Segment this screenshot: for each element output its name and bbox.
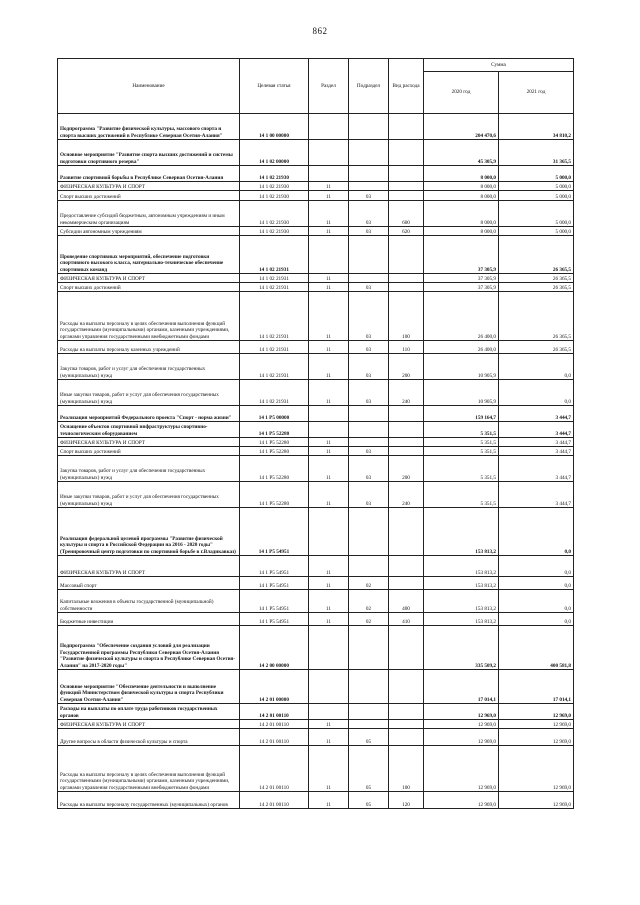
row-2021-amount-cell: 12 969,0: [499, 792, 574, 809]
row-name-cell: Расходы на выплаты персоналу в целях обеспечения выполнения функций государственными (муниципальными) органами, казенными учреждениями, органами управления государственными внебюджетными фондами: [58, 292, 240, 341]
row-subsection-cell: [349, 140, 389, 166]
table-row: [58, 236, 574, 274]
row-expense-type-cell: 200: [389, 354, 424, 380]
row-subsection-cell: 05: [349, 746, 389, 792]
row-subsection-cell: 05: [349, 792, 389, 809]
table-row: [58, 354, 574, 380]
row-2021-amount-cell: 5 000,0: [499, 201, 574, 227]
row-name-cell: Другие вопросы в области физической культуры и спорта: [58, 729, 240, 746]
row-code-cell: 14 2 01 00110: [240, 746, 309, 792]
row-code-cell: 14 1 02 21931: [240, 274, 309, 283]
row-expense-type-cell: [389, 577, 424, 590]
row-code-cell: 14 1 02 00000: [240, 140, 309, 166]
row-section-cell: [309, 626, 349, 670]
row-section-cell: 11: [309, 354, 349, 380]
row-section-cell: 11: [309, 729, 349, 746]
row-2021-amount-cell: 0,0: [499, 556, 574, 577]
row-section-cell: 11: [309, 720, 349, 729]
row-name-cell: Предоставление субсидий бюджетным, автономным учреждениям и иным некоммерческим организациям: [58, 201, 240, 227]
row-name-cell: ФИЗИЧЕСКАЯ КУЛЬТУРА И СПОРТ: [58, 182, 240, 191]
row-subsection-cell: [349, 438, 389, 447]
table-row: [58, 341, 574, 354]
row-name-cell: Иные закупки товаров, работ и услуг для обеспечения государственных (муниципальных) нужд: [58, 380, 240, 406]
row-section-cell: [309, 140, 349, 166]
row-subsection-cell: 03: [349, 354, 389, 380]
row-name-cell: Реализация федеральной целевой программы "Развитие физической культуры и спорта в Российской Федерации на 2016 - 2020 годы" (Тренировочный центр подготовки по спортивной борьбе в г.Владикавказ): [58, 508, 240, 556]
row-code-cell: 14 2 01 00110: [240, 704, 309, 720]
row-2020-amount-cell: 8 000,0: [424, 191, 499, 201]
row-code-cell: 14 1 02 21930: [240, 191, 309, 201]
row-section-cell: 11: [309, 556, 349, 577]
row-name-cell: Расходы на выплаты персоналу государственных (муниципальных) органов: [58, 792, 240, 809]
row-expense-type-cell: 200: [389, 456, 424, 482]
row-expense-type-cell: [389, 556, 424, 577]
row-2021-amount-cell: 26 365,5: [499, 274, 574, 283]
row-2020-amount-cell: 5 351,5: [424, 447, 499, 456]
row-subsection-cell: [349, 704, 389, 720]
row-name-cell: Капитальные вложения в объекты государственной (муниципальной) собственности: [58, 590, 240, 613]
row-code-cell: 14 1 P5 54951: [240, 613, 309, 626]
row-subsection-cell: [349, 274, 389, 283]
row-section-cell: [309, 166, 349, 182]
row-2021-amount-cell: 12 969,0: [499, 746, 574, 792]
row-code-cell: 14 1 P5 54951: [240, 577, 309, 590]
row-subsection-cell: 03: [349, 292, 389, 341]
row-2021-amount-cell: 26 365,5: [499, 236, 574, 274]
row-expense-type-cell: 120: [389, 792, 424, 809]
table-row: [58, 456, 574, 482]
row-name-cell: Спорт высших достижений: [58, 283, 240, 292]
row-2021-amount-cell: 12 969,0: [499, 729, 574, 746]
row-2021-amount-cell: 3 444,7: [499, 422, 574, 438]
row-name-cell: Подпрограмма "Обеспечение создания условий для реализации Государственной программы Республики Северная Осетия-Алания "Развитие физической культуры и спорта в Республике Северная Осетия-Алания" на 2017-2020 годы": [58, 626, 240, 670]
row-subsection-cell: 02: [349, 590, 389, 613]
row-2021-amount-cell: 0,0: [499, 577, 574, 590]
row-subsection-cell: 02: [349, 613, 389, 626]
row-2020-amount-cell: 5 351,5: [424, 438, 499, 447]
row-code-cell: 14 2 01 00110: [240, 792, 309, 809]
row-name-cell: Развитие спортивной борьбы в Республике Северная Осетия-Алания: [58, 166, 240, 182]
row-2020-amount-cell: 8 000,0: [424, 201, 499, 227]
row-2021-amount-cell: 26 365,5: [499, 292, 574, 341]
row-subsection-cell: [349, 406, 389, 422]
table-row: [58, 556, 574, 577]
row-section-cell: [309, 406, 349, 422]
table-row: [58, 182, 574, 191]
row-name-cell: ФИЗИЧЕСКАЯ КУЛЬТУРА И СПОРТ: [58, 720, 240, 729]
row-section-cell: 11: [309, 380, 349, 406]
row-expense-type-cell: [389, 283, 424, 292]
row-section-cell: [309, 508, 349, 556]
row-expense-type-cell: 410: [389, 613, 424, 626]
header-section: Раздел: [309, 59, 349, 114]
row-name-cell: Закупка товаров, работ и услуг для обеспечения государственных (муниципальных) нужд: [58, 354, 240, 380]
row-name-cell: ФИЗИЧЕСКАЯ КУЛЬТУРА И СПОРТ: [58, 438, 240, 447]
table-row: [58, 201, 574, 227]
table-row: [58, 114, 574, 140]
row-2020-amount-cell: 335 509,2: [424, 626, 499, 670]
row-code-cell: 14 1 P5 00000: [240, 406, 309, 422]
table-row: [58, 447, 574, 456]
row-2020-amount-cell: 8 000,0: [424, 166, 499, 182]
table-row: [58, 438, 574, 447]
row-subsection-cell: 05: [349, 729, 389, 746]
header-year-2021: 2021 год: [499, 72, 574, 114]
table-row: [58, 406, 574, 422]
row-subsection-cell: 03: [349, 201, 389, 227]
row-expense-type-cell: [389, 670, 424, 704]
row-expense-type-cell: 240: [389, 482, 424, 508]
row-section-cell: [309, 114, 349, 140]
row-section-cell: 11: [309, 456, 349, 482]
row-code-cell: 14 1 02 21930: [240, 201, 309, 227]
page-number: 862: [312, 26, 328, 36]
header-code: Целевая статья: [240, 59, 309, 114]
table-row: [58, 590, 574, 613]
table-row: [58, 704, 574, 720]
row-2021-amount-cell: 12 969,0: [499, 704, 574, 720]
row-section-cell: 11: [309, 283, 349, 292]
row-section-cell: 11: [309, 292, 349, 341]
row-section-cell: 11: [309, 746, 349, 792]
row-expense-type-cell: [389, 438, 424, 447]
row-expense-type-cell: [389, 729, 424, 746]
row-subsection-cell: [349, 166, 389, 182]
row-subsection-cell: 03: [349, 380, 389, 406]
table-body: [58, 114, 574, 809]
row-code-cell: 14 1 02 21931: [240, 341, 309, 354]
row-name-cell: Закупка товаров, работ и услуг для обеспечения государственных (муниципальных) нужд: [58, 456, 240, 482]
row-expense-type-cell: [389, 236, 424, 274]
row-2020-amount-cell: 5 351,5: [424, 456, 499, 482]
row-code-cell: 14 1 02 21931: [240, 283, 309, 292]
row-subsection-cell: [349, 182, 389, 191]
row-subsection-cell: 03: [349, 283, 389, 292]
row-2020-amount-cell: 204 470,6: [424, 114, 499, 140]
row-name-cell: Реализация мероприятий Федерального проекта "Спорт - норма жизни": [58, 406, 240, 422]
row-code-cell: 14 1 P5 52280: [240, 456, 309, 482]
table-row: [58, 140, 574, 166]
row-2021-amount-cell: 0,0: [499, 590, 574, 613]
row-section-cell: 11: [309, 590, 349, 613]
row-code-cell: 14 1 02 21930: [240, 166, 309, 182]
row-2021-amount-cell: 12 969,0: [499, 720, 574, 729]
row-expense-type-cell: 240: [389, 380, 424, 406]
header-expense-type: Вид расхода: [389, 59, 424, 114]
row-subsection-cell: [349, 720, 389, 729]
row-expense-type-cell: [389, 166, 424, 182]
row-code-cell: 14 1 P5 52280: [240, 447, 309, 456]
row-subsection-cell: [349, 556, 389, 577]
table-row: [58, 613, 574, 626]
row-2021-amount-cell: 0,0: [499, 380, 574, 406]
row-expense-type-cell: 600: [389, 201, 424, 227]
row-name-cell: Подпрограмма "Развитие физической культуры, массового спорта и спорта высших достижений в Республике Северная Осетия-Алания": [58, 114, 240, 140]
row-subsection-cell: 03: [349, 341, 389, 354]
row-2020-amount-cell: 153 813,2: [424, 556, 499, 577]
row-section-cell: 11: [309, 227, 349, 236]
row-subsection-cell: [349, 236, 389, 274]
table-row: [58, 292, 574, 341]
row-2021-amount-cell: 0,0: [499, 508, 574, 556]
row-2021-amount-cell: 17 014,1: [499, 670, 574, 704]
table-row: [58, 792, 574, 809]
row-section-cell: 11: [309, 577, 349, 590]
row-name-cell: Бюджетные инвестиции: [58, 613, 240, 626]
row-code-cell: 14 1 P5 54951: [240, 556, 309, 577]
row-expense-type-cell: [389, 274, 424, 283]
row-expense-type-cell: [389, 508, 424, 556]
row-2020-amount-cell: 5 351,5: [424, 482, 499, 508]
row-2021-amount-cell: 0,0: [499, 354, 574, 380]
row-expense-type-cell: 100: [389, 292, 424, 341]
table-row: [58, 166, 574, 182]
row-section-cell: 11: [309, 438, 349, 447]
row-2020-amount-cell: 8 000,0: [424, 227, 499, 236]
row-subsection-cell: [349, 422, 389, 438]
row-name-cell: Основное мероприятие "Обеспечение деятельности и выполнение функций Министерством физической культуры и спорта Республики Северная Осетия-Алания": [58, 670, 240, 704]
table-row: [58, 283, 574, 292]
row-2021-amount-cell: 5 000,0: [499, 191, 574, 201]
row-name-cell: Проведение спортивных мероприятий, обеспечение подготовки спортивного высокого класса, материально-техническое обеспечение спортивных команд: [58, 236, 240, 274]
row-2021-amount-cell: 26 365,5: [499, 283, 574, 292]
row-section-cell: 11: [309, 792, 349, 809]
row-2020-amount-cell: 12 969,0: [424, 720, 499, 729]
row-expense-type-cell: [389, 720, 424, 729]
table-row: [58, 422, 574, 438]
row-expense-type-cell: [389, 182, 424, 191]
table-row: [58, 626, 574, 670]
row-code-cell: 14 1 02 21931: [240, 354, 309, 380]
row-2020-amount-cell: 153 813,2: [424, 508, 499, 556]
row-section-cell: 11: [309, 191, 349, 201]
row-expense-type-cell: [389, 704, 424, 720]
row-section-cell: 11: [309, 613, 349, 626]
row-code-cell: 14 1 P5 54951: [240, 508, 309, 556]
row-name-cell: Расходы на выплаты по оплате труда работников государственных органов: [58, 704, 240, 720]
row-expense-type-cell: [389, 191, 424, 201]
row-2020-amount-cell: 12 969,0: [424, 729, 499, 746]
row-name-cell: ФИЗИЧЕСКАЯ КУЛЬТУРА И СПОРТ: [58, 556, 240, 577]
table-row: [58, 577, 574, 590]
row-name-cell: ФИЗИЧЕСКАЯ КУЛЬТУРА И СПОРТ: [58, 274, 240, 283]
row-expense-type-cell: 620: [389, 227, 424, 236]
row-2021-amount-cell: 31 365,5: [499, 140, 574, 166]
row-section-cell: 11: [309, 182, 349, 191]
row-2021-amount-cell: 26 365,5: [499, 341, 574, 354]
row-2020-amount-cell: 37 305,9: [424, 274, 499, 283]
row-code-cell: 14 1 P5 54951: [240, 590, 309, 613]
row-2021-amount-cell: 5 000,0: [499, 182, 574, 191]
row-expense-type-cell: 110: [389, 341, 424, 354]
header-name: Наименование: [58, 59, 240, 114]
header-sum: Сумма: [424, 59, 574, 72]
row-code-cell: 14 2 01 00000: [240, 670, 309, 704]
row-2020-amount-cell: 45 305,9: [424, 140, 499, 166]
row-2021-amount-cell: 3 444,7: [499, 438, 574, 447]
row-code-cell: 14 1 02 21930: [240, 182, 309, 191]
row-2020-amount-cell: 26 400,0: [424, 341, 499, 354]
row-name-cell: Оснащение объектов спортивной инфраструктуры спортивно-технологическим оборудованием: [58, 422, 240, 438]
row-subsection-cell: 03: [349, 456, 389, 482]
row-code-cell: 14 1 P5 52280: [240, 438, 309, 447]
table-row: [58, 274, 574, 283]
table-row: [58, 729, 574, 746]
row-code-cell: 14 2 01 00110: [240, 729, 309, 746]
row-subsection-cell: [349, 114, 389, 140]
row-2021-amount-cell: 3 444,7: [499, 456, 574, 482]
row-2020-amount-cell: 153 813,2: [424, 613, 499, 626]
row-code-cell: 14 1 02 21931: [240, 380, 309, 406]
row-2021-amount-cell: 3 444,7: [499, 447, 574, 456]
row-code-cell: 14 1 00 00000: [240, 114, 309, 140]
row-section-cell: 11: [309, 201, 349, 227]
row-subsection-cell: 03: [349, 227, 389, 236]
row-section-cell: 11: [309, 447, 349, 456]
row-expense-type-cell: [389, 140, 424, 166]
row-code-cell: 14 2 01 00110: [240, 720, 309, 729]
row-subsection-cell: 03: [349, 447, 389, 456]
row-expense-type-cell: 400: [389, 590, 424, 613]
row-2020-amount-cell: 153 813,2: [424, 577, 499, 590]
table-row: [58, 191, 574, 201]
row-2020-amount-cell: 5 351,5: [424, 422, 499, 438]
row-name-cell: Основное мероприятие "Развитие спорта высших достижений и системы подготовки спортивного резерва": [58, 140, 240, 166]
header-subsection: Подраздел: [349, 59, 389, 114]
row-2021-amount-cell: 5 000,0: [499, 166, 574, 182]
row-2020-amount-cell: 10 905,9: [424, 354, 499, 380]
header-year-2020: 2020 год: [424, 72, 499, 114]
row-2020-amount-cell: 12 969,0: [424, 704, 499, 720]
table-row: [58, 720, 574, 729]
row-2020-amount-cell: 26 400,0: [424, 292, 499, 341]
table-row: [58, 380, 574, 406]
table-row: [58, 482, 574, 508]
row-subsection-cell: 02: [349, 577, 389, 590]
row-name-cell: Массовый спорт: [58, 577, 240, 590]
row-2021-amount-cell: 34 810,2: [499, 114, 574, 140]
row-2021-amount-cell: 5 000,0: [499, 227, 574, 236]
row-2021-amount-cell: 3 444,7: [499, 482, 574, 508]
row-section-cell: 11: [309, 482, 349, 508]
row-expense-type-cell: [389, 406, 424, 422]
budget-table: [57, 58, 574, 809]
row-section-cell: [309, 236, 349, 274]
row-2020-amount-cell: 8 000,0: [424, 182, 499, 191]
row-2020-amount-cell: 159 164,7: [424, 406, 499, 422]
table-row: [58, 227, 574, 236]
row-subsection-cell: [349, 670, 389, 704]
row-2020-amount-cell: 37 305,9: [424, 236, 499, 274]
row-name-cell: Расходы на выплаты персоналу в целях обеспечения выполнения функций государственными (муниципальными) органами, казенными учреждениями, органами управления государственными внебюджетными фондами: [58, 746, 240, 792]
row-2020-amount-cell: 12 969,0: [424, 792, 499, 809]
row-name-cell: Субсидии автономным учреждениям: [58, 227, 240, 236]
row-section-cell: 11: [309, 341, 349, 354]
row-2020-amount-cell: 37 305,9: [424, 283, 499, 292]
row-code-cell: 14 2 00 00000: [240, 626, 309, 670]
row-subsection-cell: [349, 626, 389, 670]
row-section-cell: [309, 670, 349, 704]
row-code-cell: 14 1 02 21930: [240, 227, 309, 236]
row-2020-amount-cell: 17 014,1: [424, 670, 499, 704]
row-subsection-cell: 03: [349, 482, 389, 508]
row-subsection-cell: [349, 508, 389, 556]
row-section-cell: [309, 704, 349, 720]
row-2020-amount-cell: 12 969,0: [424, 746, 499, 792]
row-expense-type-cell: [389, 447, 424, 456]
row-code-cell: 14 1 02 21931: [240, 292, 309, 341]
row-expense-type-cell: [389, 114, 424, 140]
row-2021-amount-cell: 0,0: [499, 613, 574, 626]
row-2020-amount-cell: 10 905,9: [424, 380, 499, 406]
row-2021-amount-cell: 3 444,7: [499, 406, 574, 422]
table-row: [58, 670, 574, 704]
table-row: [58, 508, 574, 556]
row-2021-amount-cell: 400 581,8: [499, 626, 574, 670]
row-section-cell: [309, 422, 349, 438]
row-code-cell: 14 1 P5 52280: [240, 482, 309, 508]
row-expense-type-cell: [389, 626, 424, 670]
row-2020-amount-cell: 153 813,2: [424, 590, 499, 613]
row-section-cell: 11: [309, 274, 349, 283]
row-name-cell: Иные закупки товаров, работ и услуг для обеспечения государственных (муниципальных) нужд: [58, 482, 240, 508]
row-name-cell: Расходы на выплаты персоналу казенных учреждений: [58, 341, 240, 354]
row-code-cell: 14 1 02 21931: [240, 236, 309, 274]
row-name-cell: Спорт высших достижений: [58, 191, 240, 201]
row-code-cell: 14 1 P5 52280: [240, 422, 309, 438]
row-expense-type-cell: 100: [389, 746, 424, 792]
row-subsection-cell: 03: [349, 191, 389, 201]
table-row: [58, 746, 574, 792]
row-expense-type-cell: [389, 422, 424, 438]
row-name-cell: Спорт высших достижений: [58, 447, 240, 456]
